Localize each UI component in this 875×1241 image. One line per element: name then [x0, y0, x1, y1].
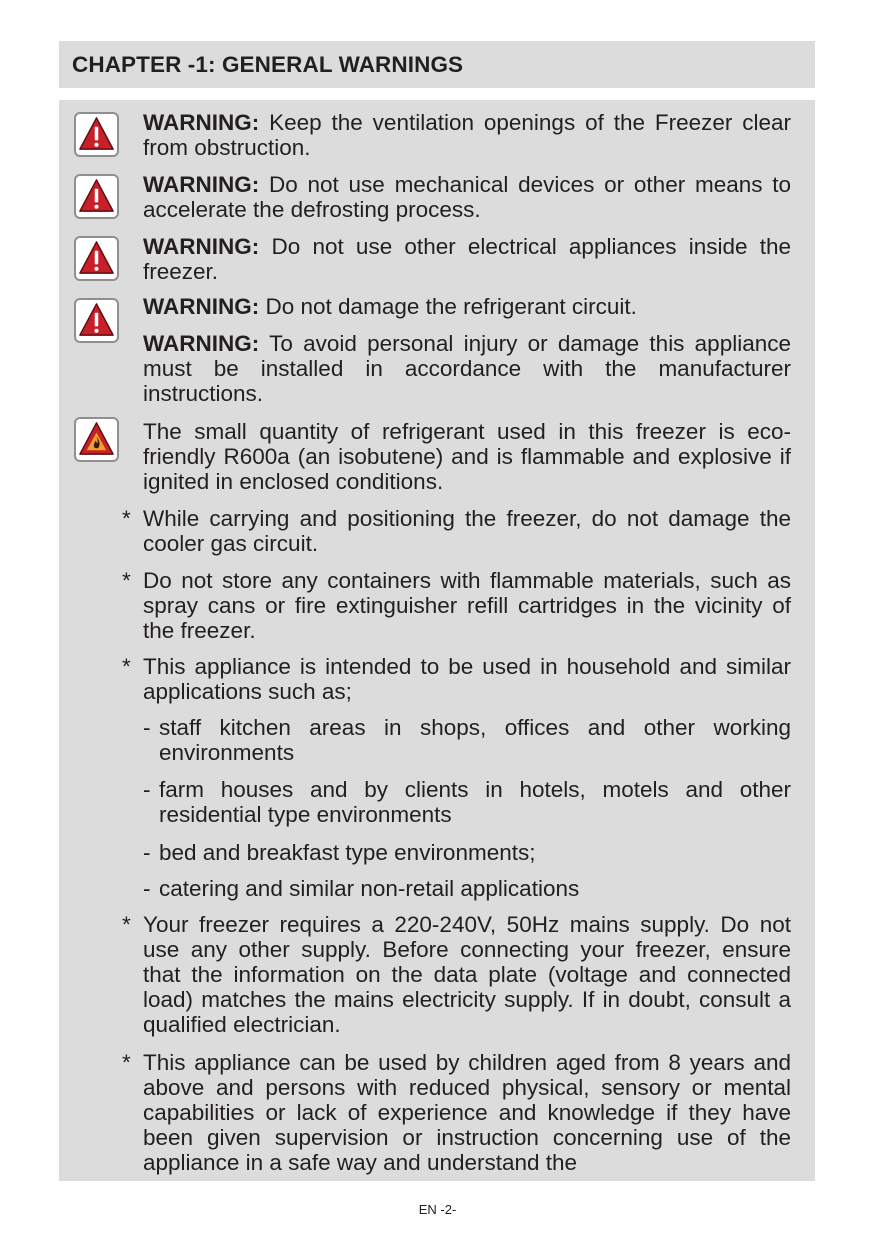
bullet-item: While carrying and positioning the freezer, do not damage the cooler gas circuit. — [143, 506, 791, 556]
dash-marker: - — [143, 777, 151, 802]
bullet-marker: * — [122, 568, 131, 593]
chapter-title: CHAPTER -1: GENERAL WARNINGS — [72, 52, 464, 77]
sub-list-item: catering and similar non-retail applications — [159, 876, 580, 901]
warning-label: WARNING: — [143, 110, 260, 135]
bullet-marker: * — [122, 1050, 131, 1075]
dash-marker: - — [143, 876, 151, 901]
warning-exclamation-icon — [74, 298, 119, 343]
warnings-section — [59, 100, 815, 1181]
bullet-item: This appliance can be used by children aged from 8 years and above and persons with reduced physical, sensory or mental capabilities or lack of experience and knowledge if they have been given supervision or instruction concerning use of the appliance in a safe way and understand the — [143, 1050, 791, 1175]
refrigerant-note: The small quantity of refrigerant used in this freezer is eco- friendly R600a (an isobutene) and is flammable and explosive if ignited in enclosed conditions. — [143, 419, 791, 494]
warning-label: WARNING: — [143, 234, 260, 259]
bullet-marker: * — [122, 912, 131, 937]
flammable-flame-icon — [74, 417, 119, 462]
warning-exclamation-icon — [74, 174, 119, 219]
warning-text: Do not use other electrical appliances inside the freezer. — [143, 234, 791, 284]
sub-list-item: farm houses and by clients in hotels, motels and other residential type environments — [159, 777, 791, 827]
warning-paragraph — [143, 172, 791, 222]
dash-marker: - — [143, 840, 151, 865]
warning-paragraph — [143, 234, 791, 284]
warning-text: Keep the ventilation openings of the Freezer clear from obstruction. — [143, 110, 791, 160]
warning-text: Do not use mechanical devices or other means to accelerate the defrosting process. — [143, 172, 791, 222]
warning-paragraph — [143, 331, 791, 406]
bullet-marker: * — [122, 506, 131, 531]
chapter-header — [59, 41, 815, 88]
warning-paragraph — [143, 110, 791, 160]
page-number: EN -2- — [418, 1202, 457, 1217]
warning-text: Do not damage the refrigerant circuit. — [259, 294, 637, 319]
dash-marker: - — [143, 715, 151, 740]
warning-paragraph — [143, 294, 791, 319]
sub-list-item: staff kitchen areas in shops, offices and other working environments — [159, 715, 791, 765]
bullet-item: Do not store any containers with flammable materials, such as spray cans or fire extinguisher refill cartridges in the vicinity of the freezer. — [143, 568, 791, 643]
warning-label: WARNING: — [143, 172, 260, 197]
warning-exclamation-icon — [74, 236, 119, 281]
warning-text: To avoid personal injury or damage this appliance must be installed in accordance with the manufacturer instructions. — [143, 331, 791, 406]
bullet-item: This appliance is intended to be used in household and similar applications such as; — [143, 654, 791, 704]
bullet-marker: * — [122, 654, 131, 679]
sub-list-item: bed and breakfast type environments; — [159, 840, 536, 865]
warning-label: WARNING: — [143, 294, 260, 319]
bullet-item: Your freezer requires a 220-240V, 50Hz mains supply. Do not use any other supply. Before connecting your freezer, ensure that the information on the data plate (voltage and connected load) matches the mains electricity supply. If in doubt, consult a qualified electrician. — [143, 912, 791, 1037]
warning-exclamation-icon — [74, 112, 119, 157]
warning-label: WARNING: — [143, 331, 260, 356]
